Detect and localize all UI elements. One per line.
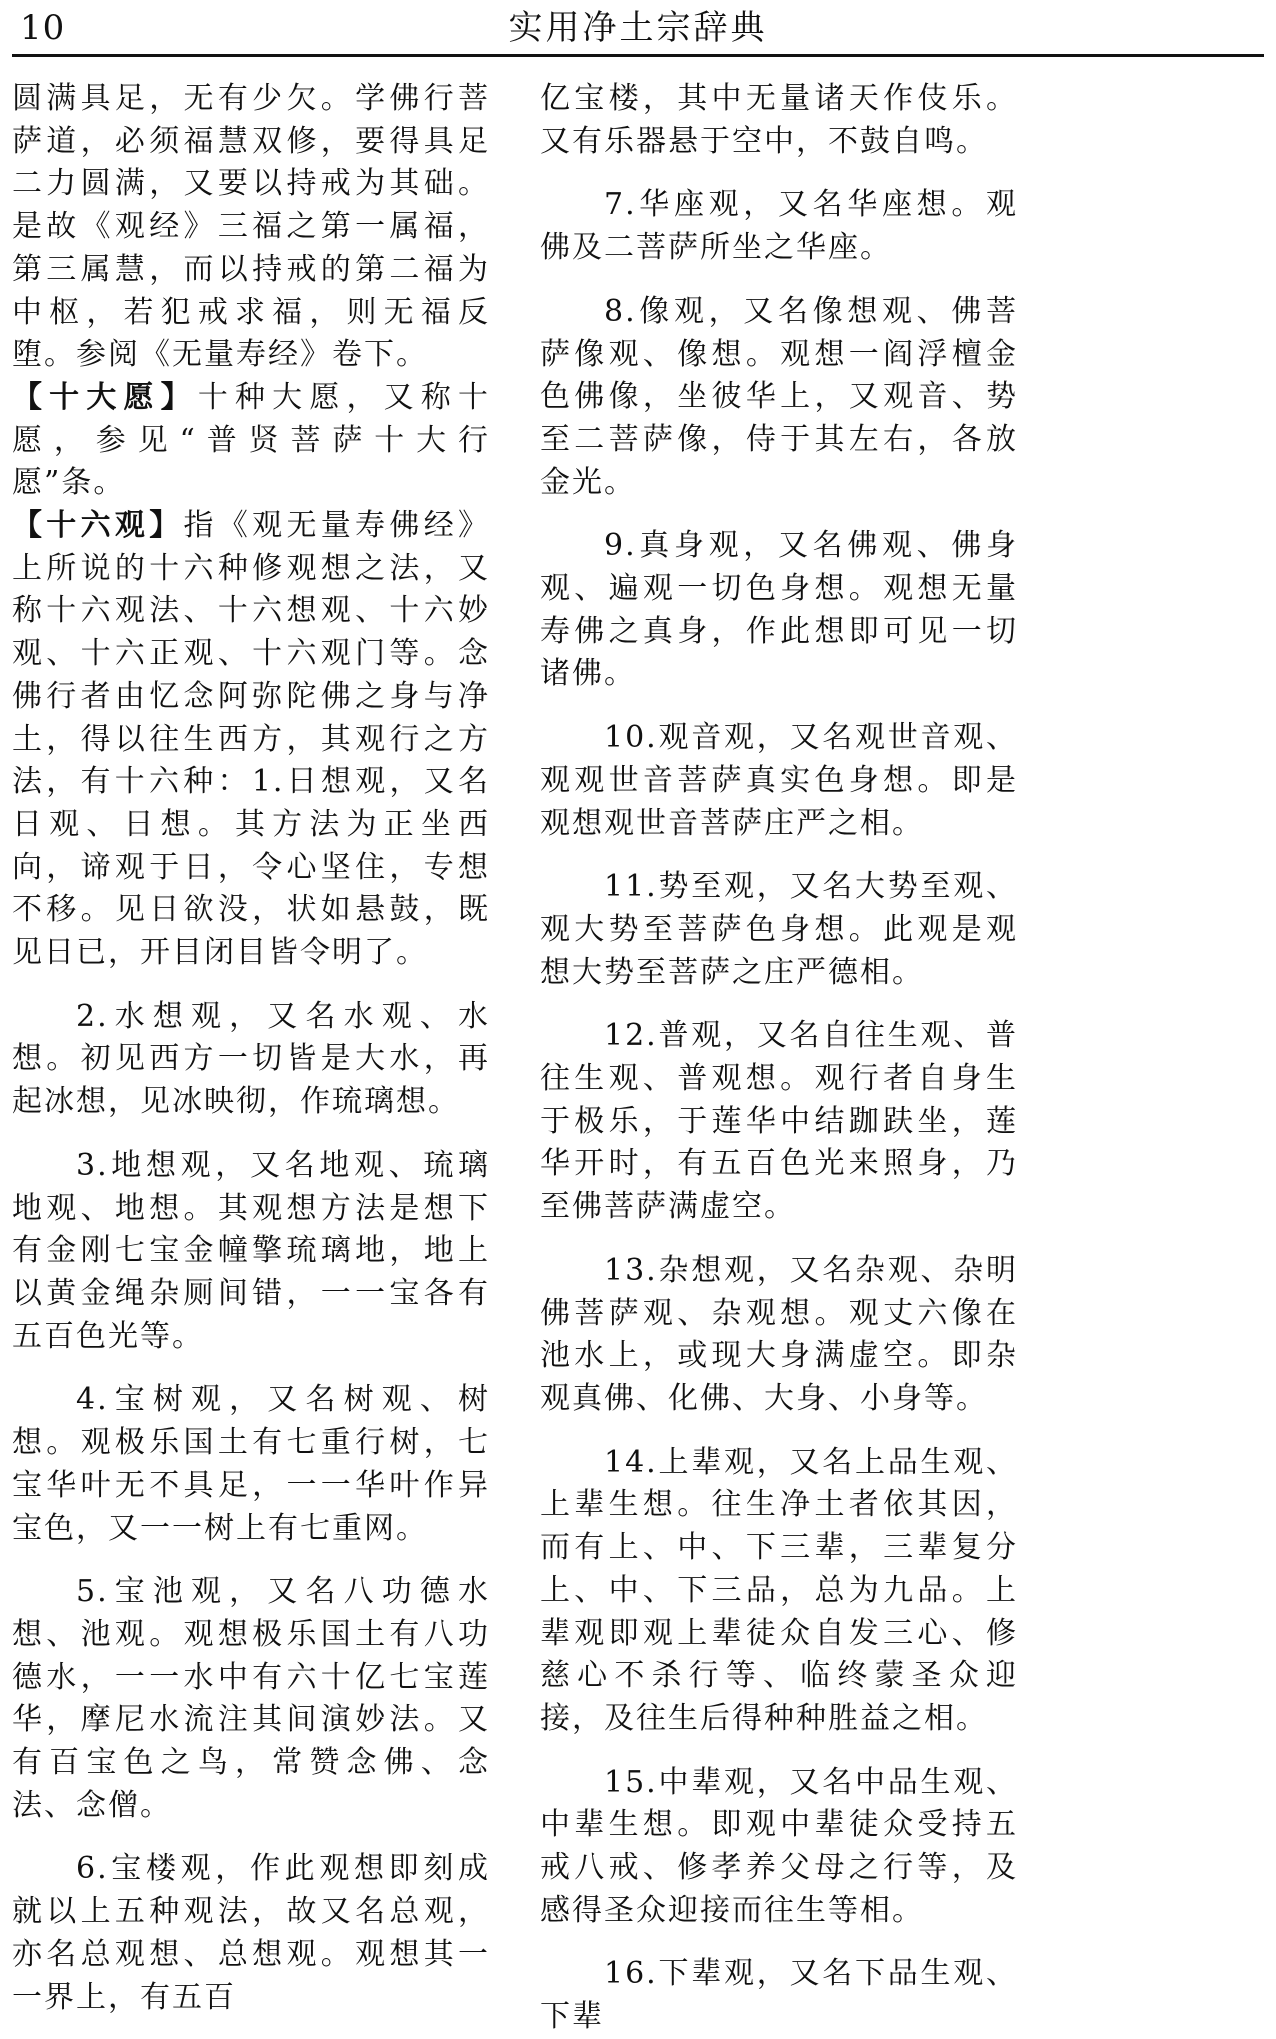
numbered-paragraph: 5.宝池观，又名八功德水想、池观。观想极乐国土有八功德水，一一水中有六十亿七宝莲华，摩尼水流注其间演妙法。又有百宝色之鸟，常赞念佛、念法、念僧。 [12,1574,490,1823]
left-column [12,78,491,2015]
running-title: 实用净土宗辞典 [508,8,768,48]
numbered-paragraph: 8.像观，又名像想观、佛菩萨像观、像想。观想一阎浮檀金色佛像，坐彼华上，又观音、势至二菩萨像，侍于其左右，各放金光。 [540,293,1018,500]
numbered-paragraph: 11.势至观，又名大势至观、观大势至菩萨色身想。此观是观想大势至菩萨之庄严德相。 [540,869,1018,990]
entry-text: 十种大愿，又称十愿，参见“普贤菩萨十大行愿”条。 [12,379,491,501]
entry-text: 指《观无量寿佛经》上所说的十六种修观想之法，又称十六观法、十六想观、十六妙观、十六正观、十六观门等。念佛行者由忆念阿弥陀佛之身与净土，得以往生西方，其观行之方法，有十六种：1.日想观，又名日观、日想。其方法为正坐西向，谛观于日，令心坚住，专想不移。见日欲没，状如悬鼓，既见日已，开目闭目皆令明了。 [12,508,491,971]
numbered-paragraph: 3.地想观，又名地观、琉璃地观、地想。其观想方法是想下有金刚七宝金幢擎琉璃地，地上以黄金绳杂厕间错，一一宝各有五百色光等。 [12,1147,490,1354]
right-column [540,78,1018,2035]
numbered-paragraph: 4.宝树观，又名树观、树想。观极乐国土有七重行树，七宝华叶无不具足，一一华叶作异宝色，又一一树上有七重网。 [12,1382,490,1546]
header-rule [12,54,1264,57]
numbered-paragraph: 2.水想观，又名水观、水想。初见西方一切皆是大水，再起冰想，见冰映彻，作琉璃想。 [12,998,490,1120]
dictionary-entry [12,505,490,975]
page-number: 10 [20,8,66,48]
numbered-paragraph: 16.下辈观，又名下品生观、下辈 [540,1956,1018,2035]
numbered-paragraph: 9.真身观，又名佛观、佛身观、遍观一切色身想。观想无量寿佛之真身，作此想即可见一切诸佛。 [540,528,1018,692]
numbered-paragraph: 13.杂想观，又名杂观、杂明佛菩萨观、杂观想。观丈六像在池水上，或现大身满虚空。即杂观真佛、化佛、大身、小身等。 [540,1252,1018,1416]
numbered-paragraph: 15.中辈观，又名中品生观、中辈生想。即观中辈徒众受持五戒八戒、修孝养父母之行等，及感得圣众迎接而往生等相。 [540,1764,1018,1928]
dictionary-entry [12,377,490,505]
numbered-paragraph: 7.华座观，又名华座想。观佛及二菩萨所坐之华座。 [540,187,1018,266]
entry-headword: 【十大愿】 [12,379,198,415]
numbered-paragraph: 10.观音观，又名观世音观、观观世音菩萨真实色身想。即是观想观世音菩萨庄严之相。 [540,720,1018,841]
numbered-paragraph: 14.上辈观，又名上品生观、上辈生想。往生净土者依其因，而有上、中、下三辈，三辈复分上、中、下三品，总为九品。上辈观即观上辈徒众自发三心、修慈心不杀行等、临终蒙圣众迎接，及往生后得种种胜益之相。 [540,1444,1018,1736]
numbered-paragraph: 6.宝楼观，作此观想即刻成就以上五种观法，故又名总观，亦名总观想、总想观。观想其一一界上，有五百 [12,1851,490,2015]
entry-headword: 【十六观】 [12,508,184,544]
continuation-paragraph: 亿宝楼，其中无量诸天作伎乐。又有乐器悬于空中，不鼓自鸣。 [540,81,1018,159]
continuation-paragraph: 圆满具足，无有少欠。学佛行菩萨道，必须福慧双修，要得具足二力圆满，又要以持戒为其础。是故《观经》三福之第一属福，第三属慧，而以持戒的第二福为中枢，若犯戒求福，则无福反堕。参阅《无量寿经》卷下。 [12,81,490,373]
page-header [0,0,1276,66]
numbered-paragraph: 12.普观，又名自往生观、普往生观、普观想。观行者自身生于极乐，于莲华中结跏趺坐，莲华开时，有五百色光来照身，乃至佛菩萨满虚空。 [540,1018,1018,1225]
